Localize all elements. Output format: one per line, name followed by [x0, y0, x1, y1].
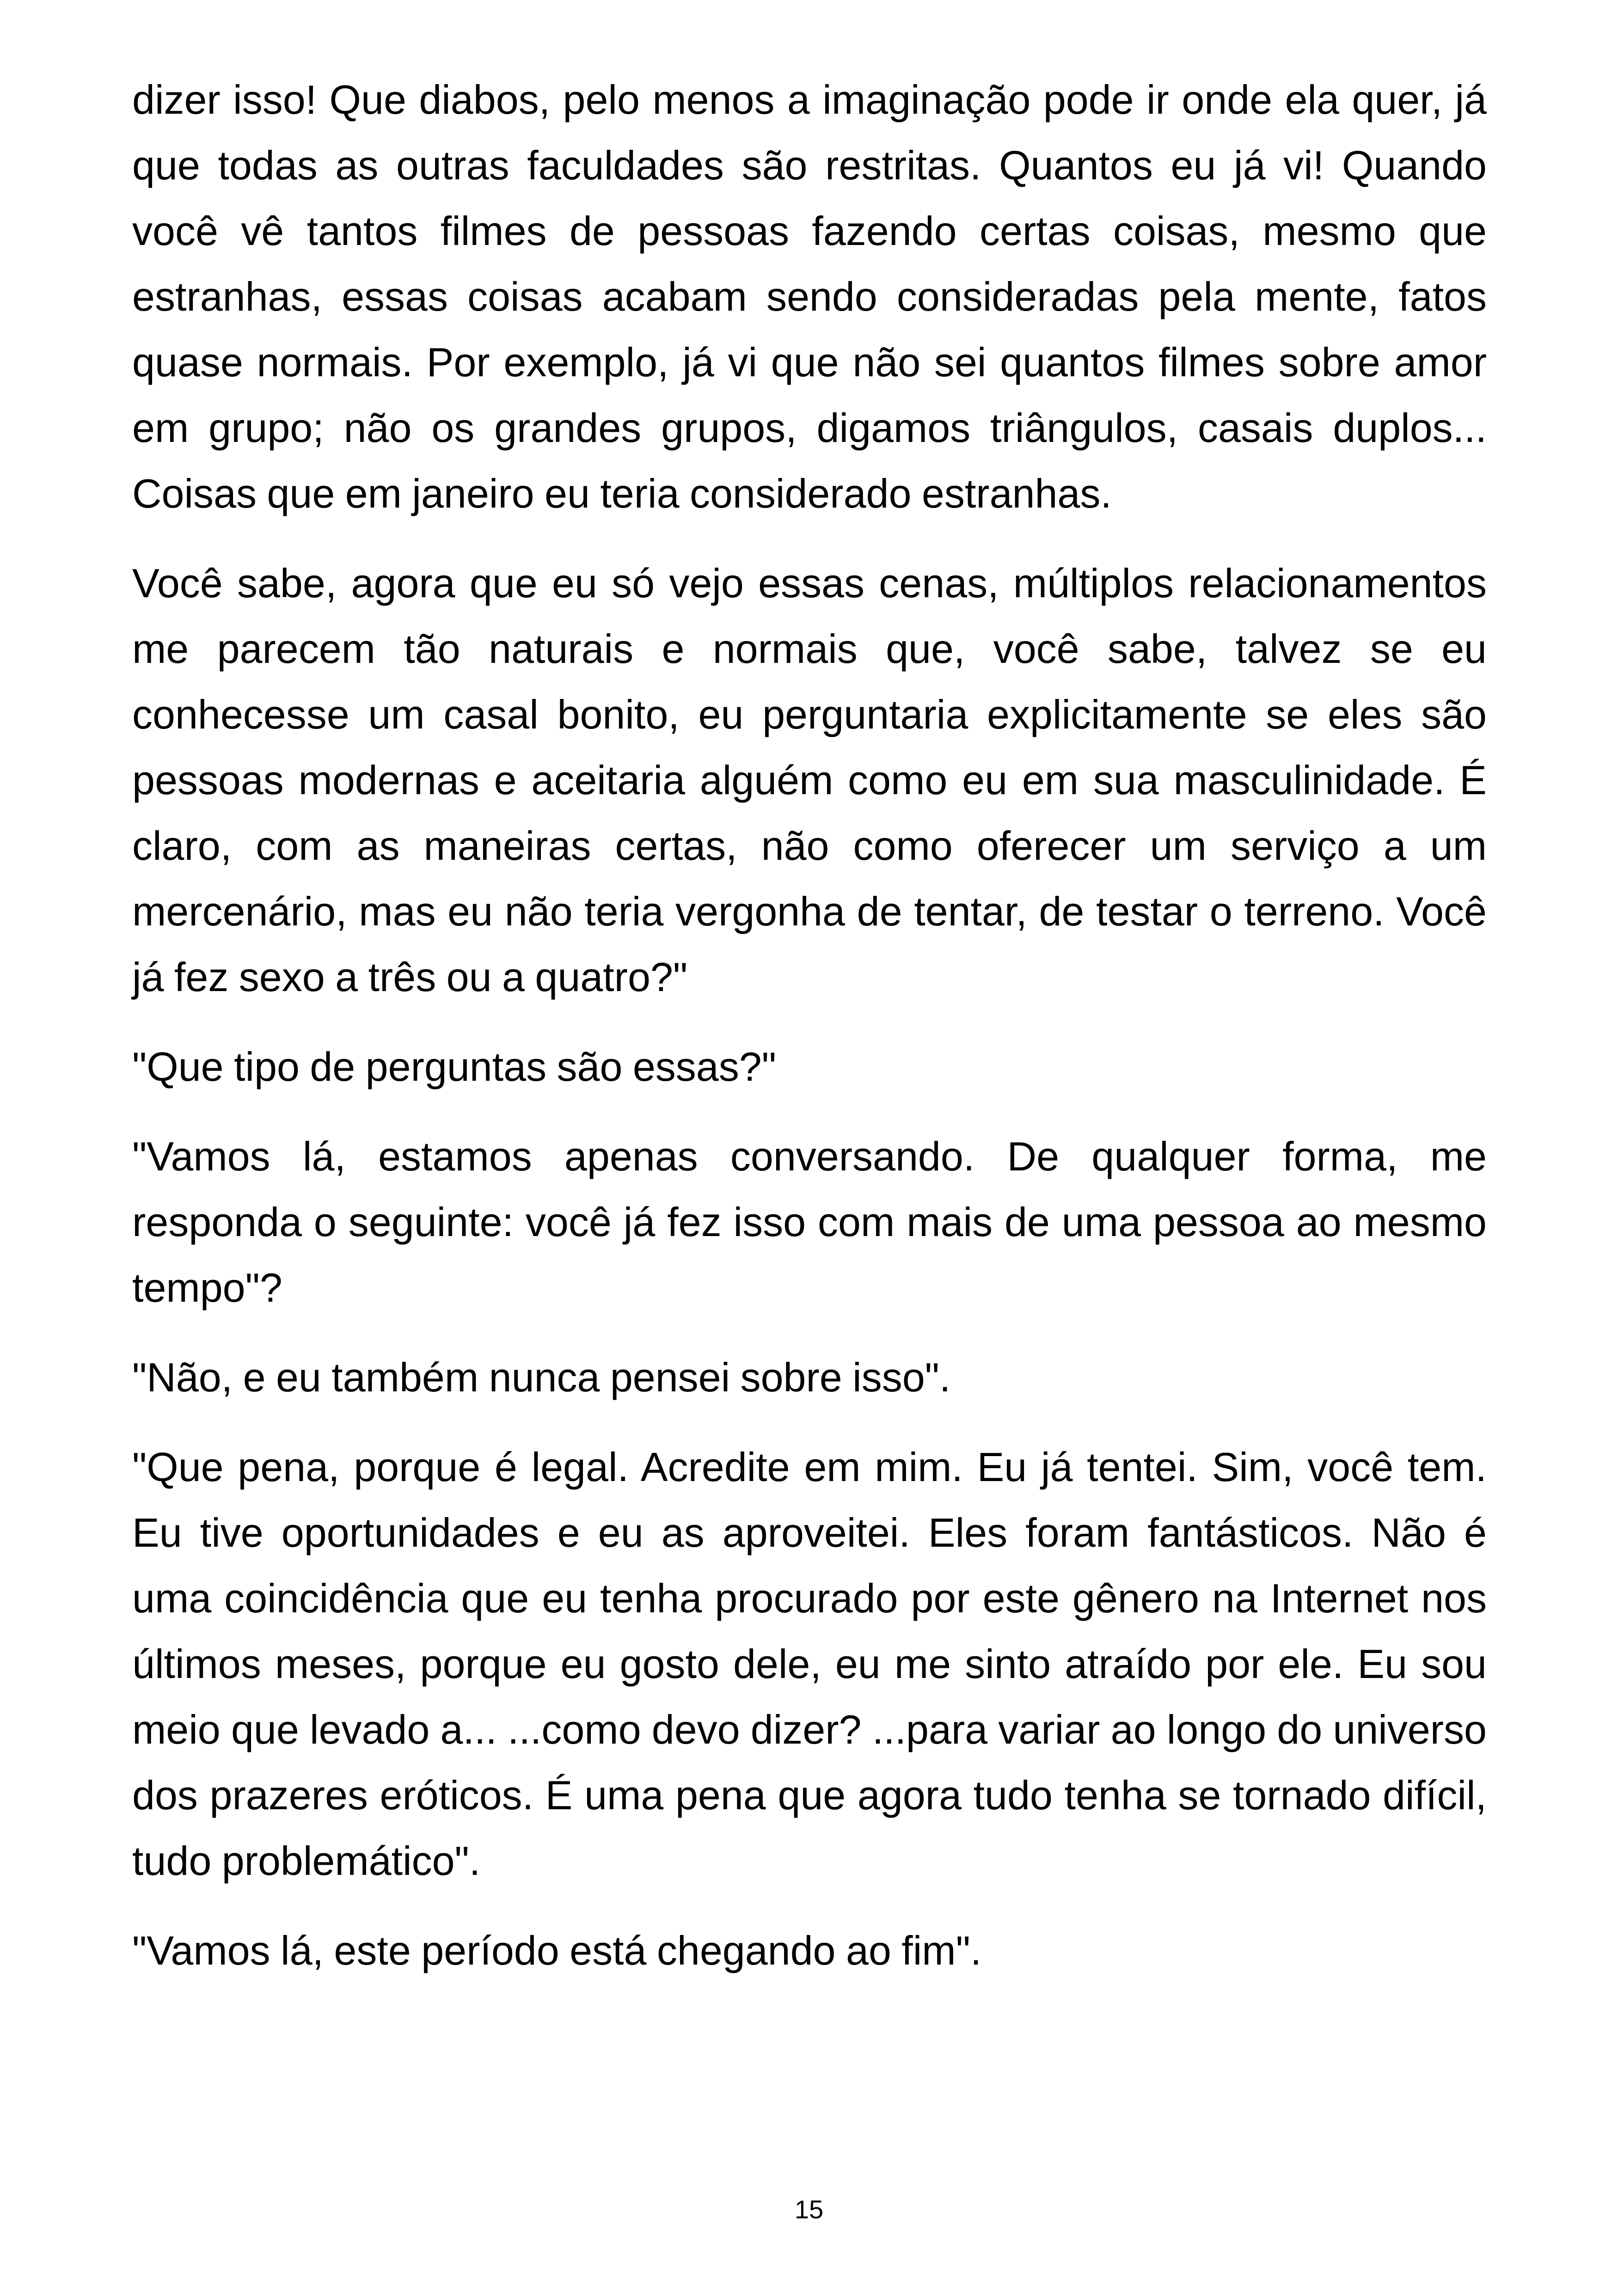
paragraph-3: "Que tipo de perguntas são essas?" — [132, 1044, 776, 1090]
paragraph-6: "Que pena, porque é legal. Acredite em mim. Eu já tentei. Sim, você tem. Eu tive oportunidades e eu as aproveitei. Eles foram fantásticos. Não é uma coincidência que eu tenha procurado por este gênero na Internet nos últimos meses, porque eu gosto dele, eu me sinto atraído por ele. Eu sou meio que levado a... ...como devo dizer? ...para variar ao longo do universo dos prazeres eróticos. É uma pena que agora tudo tenha se tornado difícil, tudo problemático". — [132, 1444, 1487, 1884]
paragraph-2: Você sabe, agora que eu só vejo essas cenas, múltiplos relacionamentos me parecem tão naturais e normais que, você sabe, talvez se eu conhecesse um casal bonito, eu perguntaria explicitamente se eles são pessoas modernas e aceitaria alguém como eu em sua masculinidade. É claro, com as maneiras certas, não como oferecer um serviço a um mercenário, mas eu não teria vergonha de tentar, de testar o terreno. Você já fez sexo a três ou a quatro?" — [132, 560, 1487, 1000]
paragraph-1: dizer isso! Que diabos, pelo menos a imaginação pode ir onde ela quer, já que todas as outras faculdades são restritas. Quantos eu já vi! Quando você vê tantos filmes de pessoas fazendo certas coisas, mesmo que estranhas, essas coisas acabam sendo consideradas pela mente, fatos quase normais. Por exemplo, já vi que não sei quantos filmes sobre amor em grupo; não os grandes grupos, digamos triângulos, casais duplos... Coisas que em janeiro eu teria considerado estranhas. — [132, 77, 1487, 516]
page-body — [132, 67, 1487, 2008]
paragraph-4: "Vamos lá, estamos apenas conversando. De qualquer forma, me responda o seguinte: você já fez isso com mais de uma pessoa ao mesmo tempo"? — [132, 1133, 1487, 1310]
paragraph-5: "Não, e eu também nunca pensei sobre isso". — [132, 1354, 951, 1400]
paragraph-7: "Vamos lá, este período está chegando ao fim". — [132, 1928, 982, 1973]
page-number: 15 — [794, 2195, 824, 2224]
